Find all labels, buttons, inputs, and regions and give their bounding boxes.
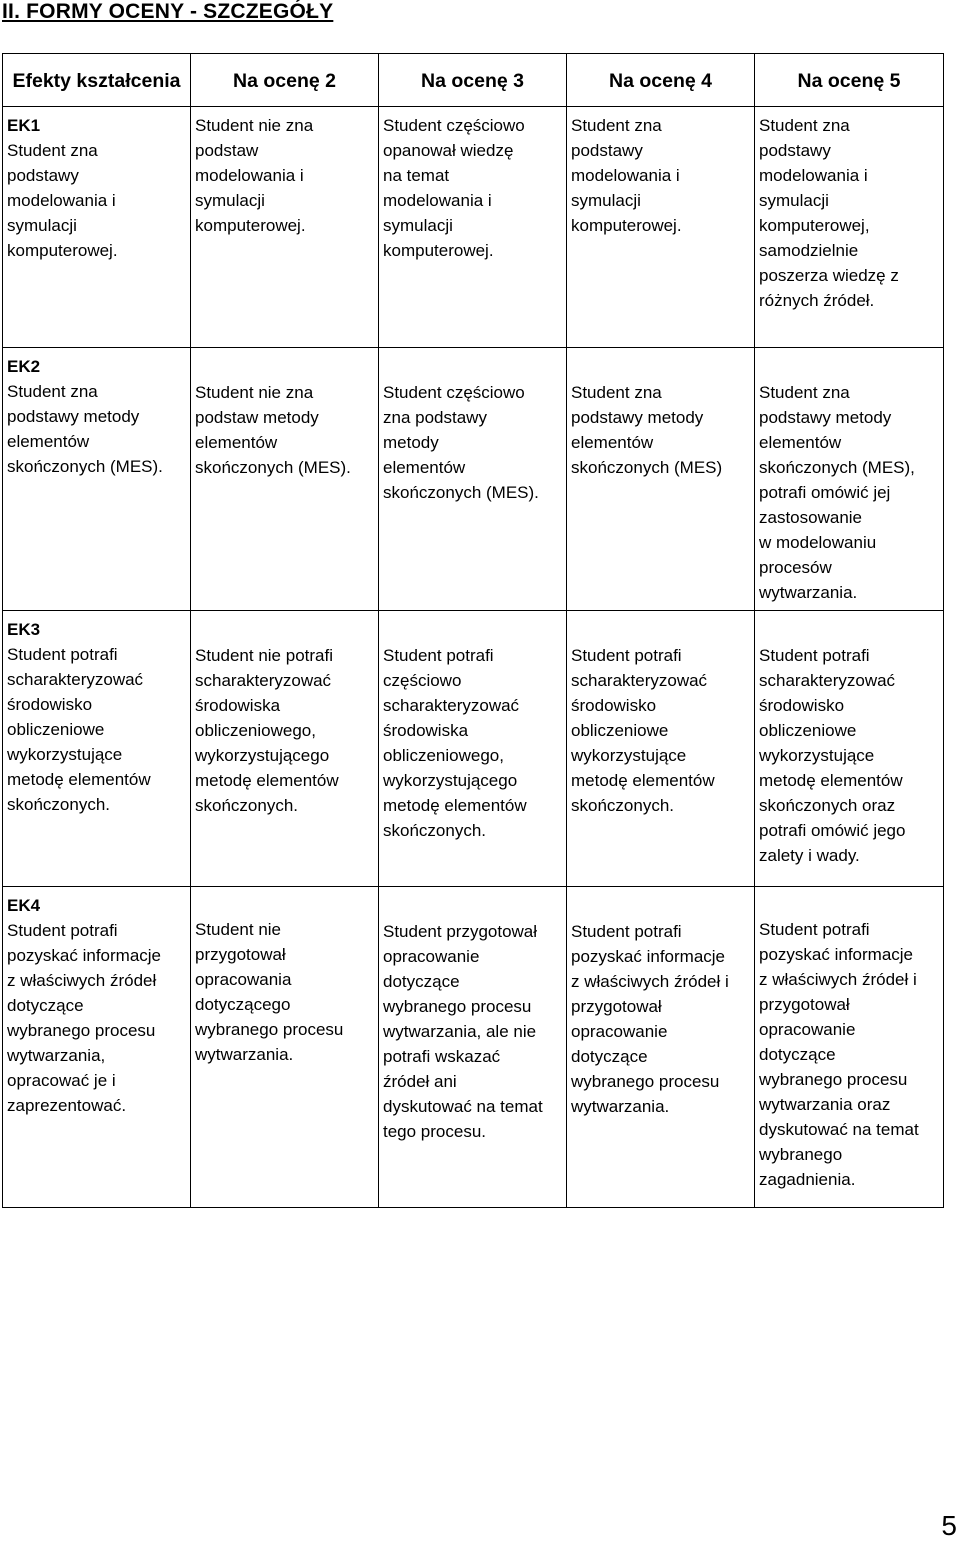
effect-text: Student zna podstawy modelowania i symulacji komputerowej. <box>7 141 118 260</box>
header-grade-4: Na ocenę 4 <box>567 54 755 107</box>
grade-3-cell: Student częściowo opanował wiedzę na temat modelowania i symulacji komputerowej. <box>379 107 567 348</box>
effect-code: EK4 <box>7 896 41 915</box>
grade-4-cell: Student zna podstawy modelowania i symulacji komputerowej. <box>567 107 755 348</box>
grade-3-cell: Student częściowo zna podstawy metody elementów skończonych (MES). <box>379 348 567 611</box>
grade-4-cell: Student zna podstawy metody elementów skończonych (MES) <box>567 348 755 611</box>
grade-4-cell: Student potrafi pozyskać informacje z właściwych źródeł i przygotował opracowanie dotyczące wybranego procesu wytwarzania. <box>567 887 755 1208</box>
assessment-criteria-table <box>2 53 944 1208</box>
header-row <box>3 54 944 107</box>
effect-cell <box>3 611 191 887</box>
grade-3-cell: Student potrafi częściowo scharakteryzować środowiska obliczeniowego, wykorzystującego metodę elementów skończonych. <box>379 611 567 887</box>
header-grade-2: Na ocenę 2 <box>191 54 379 107</box>
header-grade-3: Na ocenę 3 <box>379 54 567 107</box>
table-row <box>3 107 944 348</box>
effect-code: EK3 <box>7 620 41 639</box>
table-row <box>3 887 944 1208</box>
grade-5-cell: Student zna podstawy metody elementów skończonych (MES), potrafi omówić jej zastosowanie w modelowaniu procesów wytwarzania. <box>755 348 944 611</box>
grade-5-cell: Student zna podstawy modelowania i symulacji komputerowej, samodzielnie poszerza wiedzę z różnych źródeł. <box>755 107 944 348</box>
grade-4-cell: Student potrafi scharakteryzować środowisko obliczeniowe wykorzystujące metodę elementów skończonych. <box>567 611 755 887</box>
effect-code: EK1 <box>7 116 41 135</box>
effect-cell <box>3 887 191 1208</box>
grade-5-cell: Student potrafi pozyskać informacje z właściwych źródeł i przygotował opracowanie dotyczące wybranego procesu wytwarzania oraz dyskutować na temat wybranego zagadnienia. <box>755 887 944 1208</box>
effect-text: Student potrafi pozyskać informacje z właściwych źródeł dotyczące wybranego procesu wytwarzania, opracować je i zaprezentować. <box>7 921 162 1115</box>
section-title: II. FORMY OCENY - SZCZEGÓŁY <box>2 0 334 23</box>
effect-cell <box>3 348 191 611</box>
grade-2-cell: Student nie zna podstaw metody elementów skończonych (MES). <box>191 348 379 611</box>
effect-cell <box>3 107 191 348</box>
grade-2-cell: Student nie zna podstaw modelowania i symulacji komputerowej. <box>191 107 379 348</box>
grade-5-cell: Student potrafi scharakteryzować środowisko obliczeniowe wykorzystujące metodę elementów skończonych oraz potrafi omówić jego zalety i wady. <box>755 611 944 887</box>
grade-3-cell: Student przygotował opracowanie dotyczące wybranego procesu wytwarzania, ale nie potrafi wskazać źródeł ani dyskutować na temat tego procesu. <box>379 887 567 1208</box>
grade-2-cell: Student nie potrafi scharakteryzować środowiska obliczeniowego, wykorzystującego metodę elementów skończonych. <box>191 611 379 887</box>
page-number: 5 <box>941 1510 957 1541</box>
effect-text: Student zna podstawy metody elementów skończonych (MES). <box>7 382 163 476</box>
table-row <box>3 348 944 611</box>
header-learning-outcomes: Efekty kształcenia <box>3 54 191 107</box>
table-row <box>3 611 944 887</box>
effect-text: Student potrafi scharakteryzować środowisko obliczeniowe wykorzystujące metodę elementów skończonych. <box>7 645 151 814</box>
effect-code: EK2 <box>7 357 41 376</box>
grade-2-cell: Student nie przygotował opracowania dotyczącego wybranego procesu wytwarzania. <box>191 887 379 1208</box>
header-grade-5: Na ocenę 5 <box>755 54 944 107</box>
